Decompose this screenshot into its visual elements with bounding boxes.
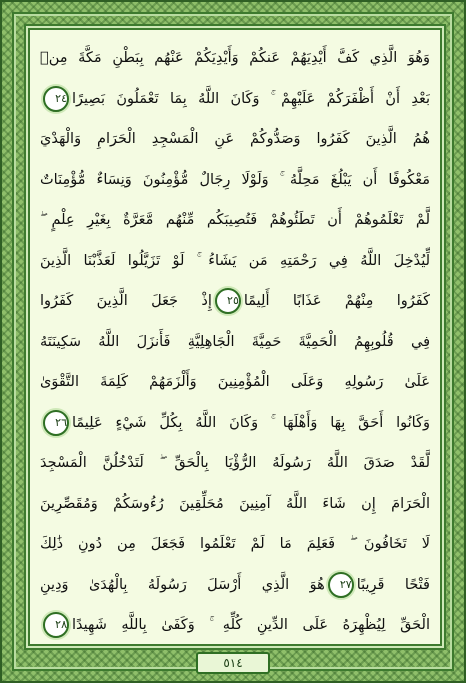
ayah-number-marker: ٢٥ [215,288,241,314]
verse-line-10 [40,403,430,444]
verse-line-12 [40,484,430,525]
verse-text: إِذْ جَعَلَ الَّذِينَ كَفَرُوا [40,293,212,309]
verse-line-6 [40,241,430,282]
verse-text: وَهُوَ الَّذِي كَفَّ أَيْدِيَهُمْ عَنكُمْ وَأَيْدِيَكُمْ عَنْهُم بِبَطْنِ مَكَّةَ مِنۢ [40,50,430,66]
verse-text: لَّقَدْ صَدَقَ اللَّهُ رَسُولَهُ الرُّؤْيَا بِالْحَقِّ ۖ لَتَدْخُلُنَّ الْمَسْجِدَ [40,455,430,471]
verse-line-5 [40,200,430,241]
verse-text: لَّمْ تَعْلَمُوهُمْ أَن تَطَئُوهُمْ فَتُصِيبَكُم مِّنْهُم مَّعَرَّةٌ بِغَيْرِ عِلْمٍ ۖ [40,212,430,228]
verse-line-13 [40,524,430,565]
verse-text: فِي قُلُوبِهِمُ الْحَمِيَّةَ حَمِيَّةَ الْجَاهِلِيَّةِ فَأَنزَلَ اللَّهُ سَكِينَتَهُ [40,333,430,350]
verse-text: عَلَىٰ رَسُولِهِ وَعَلَى الْمُؤْمِنِينَ وَأَلْزَمَهُمْ كَلِمَةَ التَّقْوَىٰ [40,374,430,390]
verse-line-4 [40,160,430,201]
verse-text: وَكَانُوا أَحَقَّ بِهَا وَأَهْلَهَا ۚ وَكَانَ اللَّهُ بِكُلِّ شَيْءٍ عَلِيمًا [72,414,430,431]
verse-text: الْحَقِّ لِيُظْهِرَهُ عَلَى الدِّينِ كُلِّهِ ۚ وَكَفَىٰ بِاللَّهِ شَهِيدًا [72,617,430,633]
page-number: ٥١٤ [196,652,270,674]
ayah-number-marker: ٢٨ [43,612,69,638]
ayah-number-marker: ٢٧ [328,572,354,598]
verse-text: بَعْدِ أَنْ أَظْفَرَكُمْ عَلَيْهِمْ ۚ وَكَانَ اللَّهُ بِمَا تَعْمَلُونَ بَصِيرًا [72,90,430,107]
verse-text: مَعْكُوفًا أَن يَبْلُغَ مَحِلَّهُ ۚ وَلَوْلَا رِجَالٌ مُّؤْمِنُونَ وَنِسَاءٌ مُّؤْمِنَاتٌ [40,171,430,188]
ayah-number-marker: ٢٦ [43,410,69,436]
verse-text: الْحَرَامَ إِن شَاءَ اللَّهُ آمِنِينَ مُحَلِّقِينَ رُءُوسَكُمْ وَمُقَصِّرِينَ [40,495,430,512]
verse-text-panel [28,28,442,646]
verse-line-3 [40,119,430,160]
verse-text: كَفَرُوا مِنْهُمْ عَذَابًا أَلِيمًا [243,293,430,309]
verse-text: لَا تَخَافُونَ ۖ فَعَلِمَ مَا لَمْ تَعْلَمُوا فَجَعَلَ مِن دُونِ ذَٰلِكَ [40,536,430,552]
ayah-number-marker: ٢٤ [43,86,69,112]
verse-text: فَتْحًا قَرِيبًا [356,576,430,593]
page-footer [2,652,464,674]
verse-text: هُمُ الَّذِينَ كَفَرُوا وَصَدُّوكُمْ عَنِ الْمَسْجِدِ الْحَرَامِ وَالْهَدْيَ [40,131,430,147]
verse-text: هُوَ الَّذِي أَرْسَلَ رَسُولَهُ بِالْهُدَىٰ وَدِينِ [40,576,325,593]
verse-line-9 [40,362,430,403]
verse-line-15 [40,605,430,646]
verse-line-14 [40,565,430,606]
verse-line-2 [40,79,430,120]
verse-line-1 [40,38,430,79]
verse-text: لِّيُدْخِلَ اللَّهُ فِي رَحْمَتِهِ مَن يَشَاءُ ۚ لَوْ تَزَيَّلُوا لَعَذَّبْنَا الَّذِينَ [40,252,430,269]
verse-line-8 [40,322,430,363]
verse-line-7 [40,281,430,322]
verse-line-11 [40,443,430,484]
